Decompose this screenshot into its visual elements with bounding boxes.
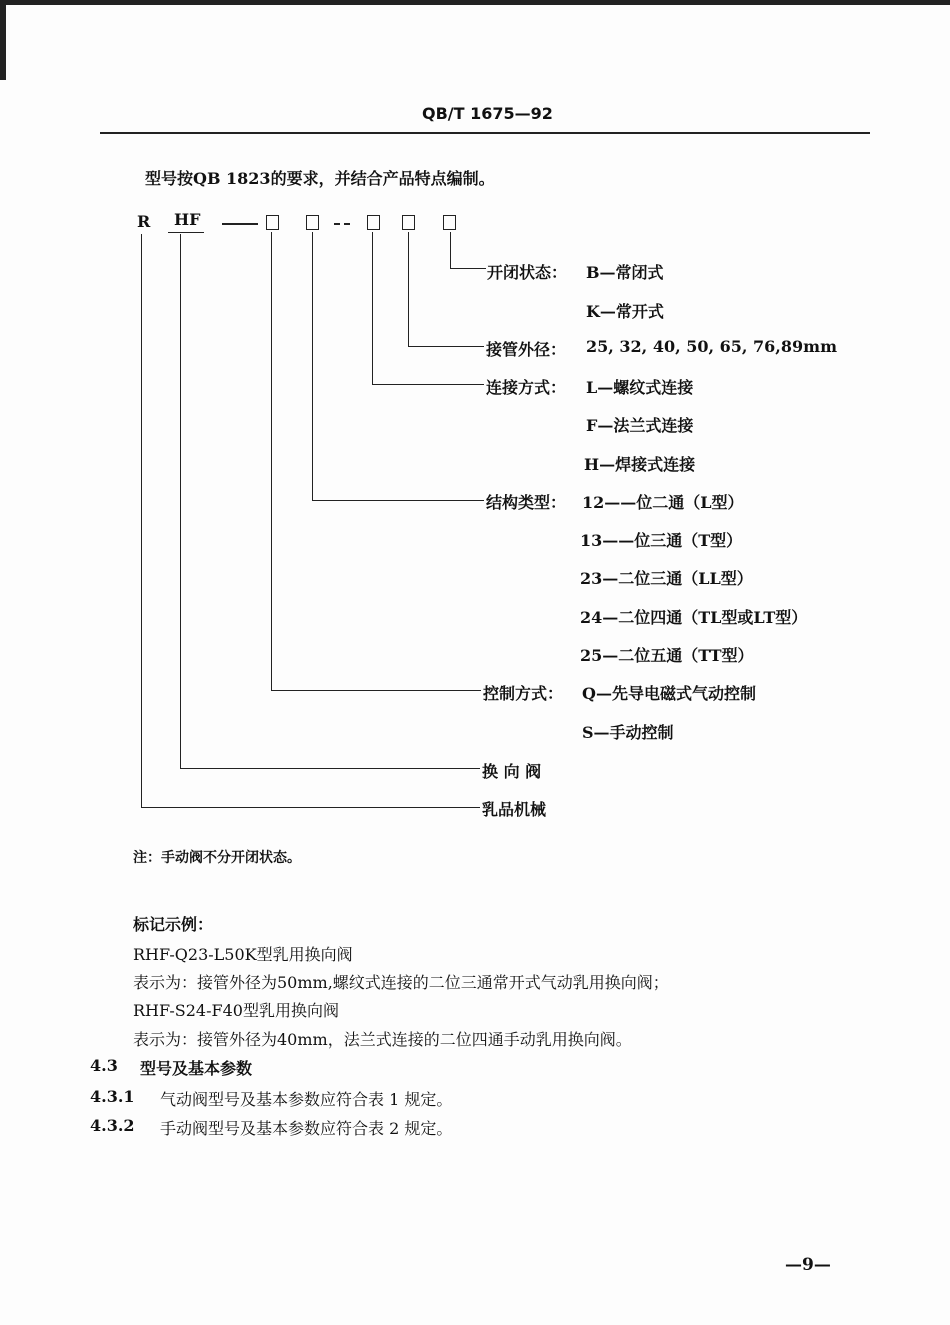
state-label: 开闭状态： [487, 263, 568, 282]
control-option: S—手动控制 [582, 723, 674, 742]
example-line: 表示为：接管外径为40mm，法兰式连接的二位四通手动乳用换向阀。 [133, 1030, 632, 1049]
example-line: 表示为：接管外径为50mm,螺纹式连接的二位三通常开式气动乳用换向阀； [133, 973, 669, 992]
leader-line [180, 768, 480, 769]
example-line: RHF-S24-F40型乳用换向阀 [133, 1001, 339, 1020]
standard-code: QB/T 1675—92 [422, 104, 553, 123]
intro-text: 型号按QB 1823的要求，并结合产品特点编制。 [145, 169, 495, 188]
header-rule [100, 132, 870, 134]
connection-label: 连接方式： [486, 378, 567, 397]
structure-option: 24—二位四通（TL型或LT型） [580, 608, 808, 627]
control-option: Q—先导电磁式气动控制 [582, 684, 756, 703]
code-hf: HF [174, 210, 201, 229]
connection-option: F—法兰式连接 [586, 416, 694, 435]
code-r: R [137, 212, 151, 231]
section-title: 型号及基本参数 [140, 1059, 253, 1078]
leader-line [271, 690, 481, 691]
section-number: 4.3.1 [90, 1087, 135, 1106]
section-number: 4.3.2 [90, 1116, 135, 1135]
leader-line [450, 268, 486, 269]
section-text: 手动阀型号及基本参数应符合表 2 规定。 [160, 1119, 453, 1138]
example-title: 标记示例： [133, 915, 214, 934]
leader-line [180, 234, 181, 768]
connection-option: L—螺纹式连接 [586, 378, 694, 397]
leader-line [408, 346, 484, 347]
structure-label: 结构类型： [486, 493, 567, 512]
diameter-values: 25, 32, 40, 50, 65, 76,89mm [586, 337, 837, 356]
leader-line [372, 232, 373, 384]
scan-border [0, 0, 950, 5]
code-box-state [443, 215, 456, 230]
connection-option: H—焊接式连接 [584, 455, 696, 474]
state-option: B—常闭式 [586, 263, 664, 282]
leader-line [271, 232, 272, 690]
leader-line [141, 807, 480, 808]
diameter-label: 接管外径： [486, 340, 567, 359]
section-number: 4.3 [90, 1056, 118, 1075]
code-dash [222, 223, 258, 225]
structure-option: 13——位三通（T型） [580, 531, 743, 550]
structure-option: 25—二位五通（TT型） [580, 646, 754, 665]
code-box-connection [367, 215, 380, 230]
code-box-structure [306, 215, 319, 230]
example-line: RHF-Q23-L50K型乳用换向阀 [133, 945, 353, 964]
leader-line [141, 234, 142, 807]
code-box-diameter [402, 215, 415, 230]
note: 注：手动阀不分开闭状态。 [133, 850, 301, 866]
code-box-control [266, 215, 279, 230]
hf-underline [168, 232, 204, 233]
leader-line [450, 232, 451, 268]
leader-line [408, 232, 409, 346]
valve-label: 换 向 阀 [482, 762, 542, 781]
leader-line [312, 500, 484, 501]
page-number: —9— [785, 1255, 831, 1275]
code-dash [334, 223, 340, 225]
structure-option: 12——位二通（L型） [582, 493, 744, 512]
scan-border [0, 0, 6, 80]
section-text: 气动阀型号及基本参数应符合表 1 规定。 [160, 1090, 453, 1109]
structure-option: 23—二位三通（LL型） [580, 569, 753, 588]
state-option: K—常开式 [586, 302, 664, 321]
leader-line [372, 384, 484, 385]
machine-label: 乳品机械 [482, 800, 547, 819]
leader-line [312, 232, 313, 500]
code-dash [344, 223, 350, 225]
control-label: 控制方式： [483, 684, 564, 703]
